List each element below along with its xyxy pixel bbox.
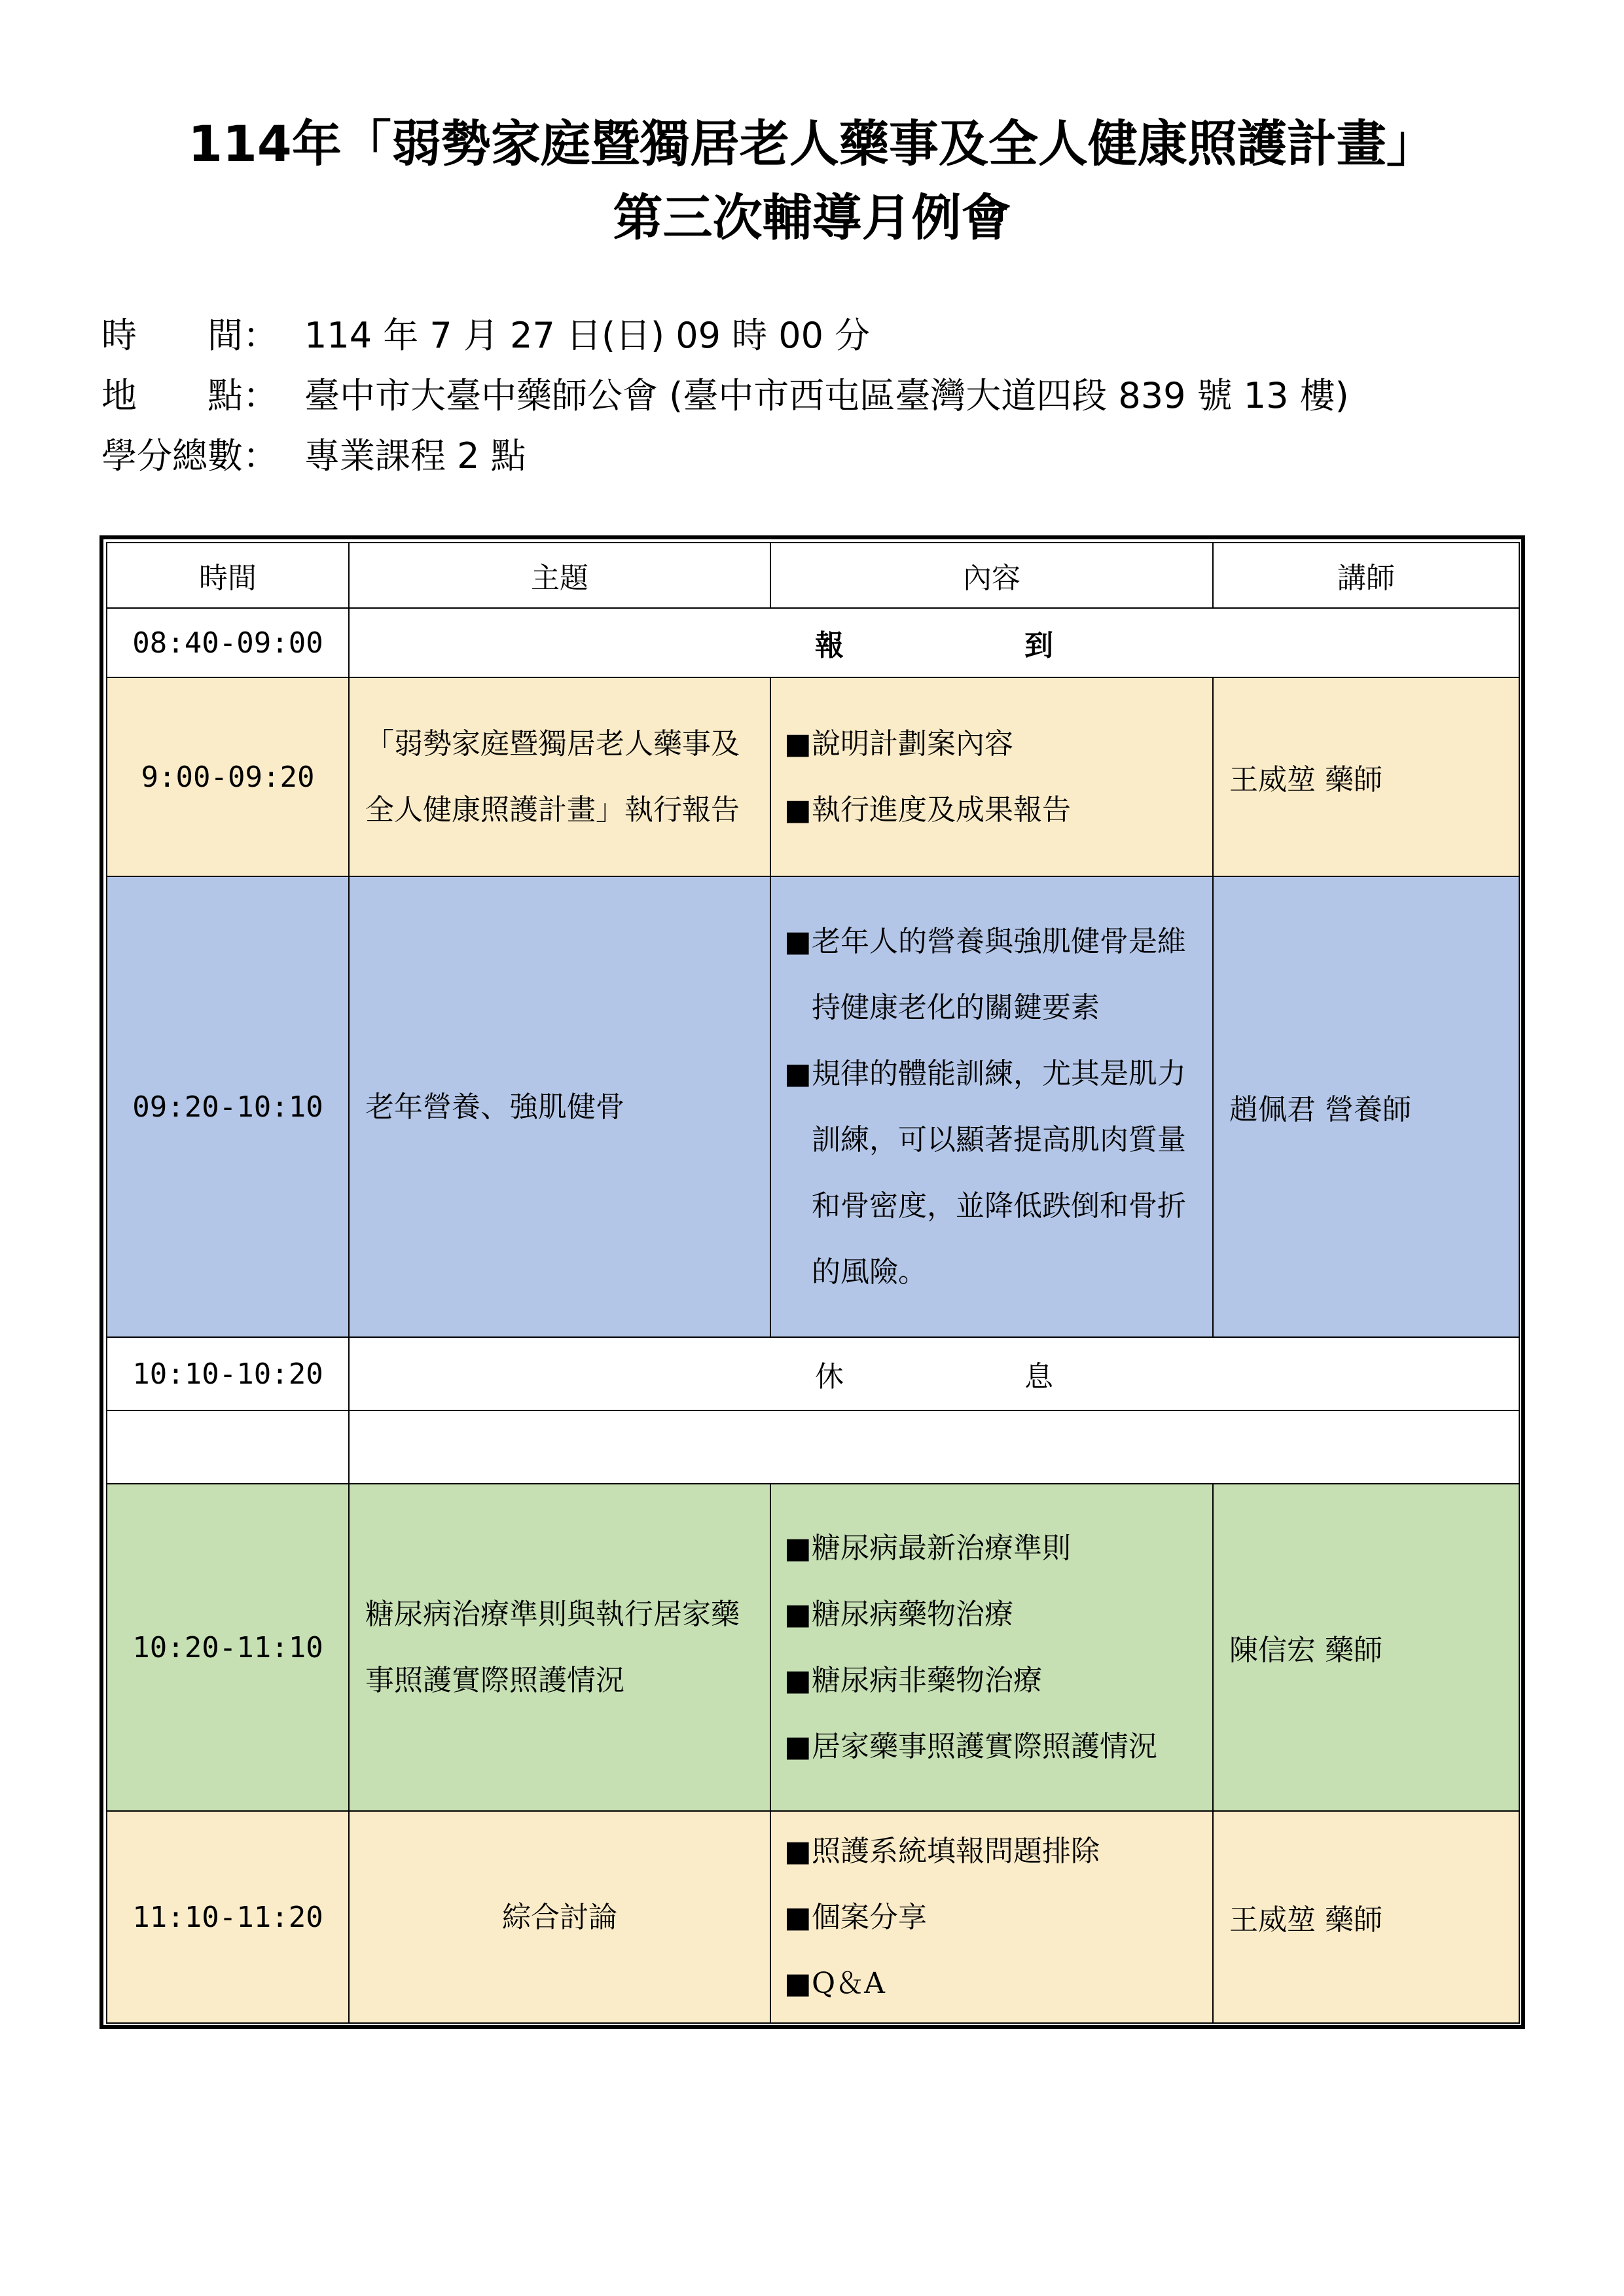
list-item: ■糖尿病藥物治療 — [784, 1581, 1197, 1647]
row-time: 08:40-09:00 — [107, 608, 349, 677]
row-speaker: 王威堃 藥師 — [1213, 677, 1519, 876]
bullet-icon: ■ — [784, 1057, 812, 1090]
empty-cell — [349, 1410, 1519, 1484]
row-topic: 「弱勢家庭暨獨居老人藥事及全人健康照護計畫」執行報告 — [349, 677, 770, 876]
list-item: ■說明計劃案內容 — [784, 711, 1197, 777]
empty-row — [107, 1410, 1519, 1484]
span-char-a: 休 — [815, 1360, 844, 1393]
time-value: 114 年 7 月 27 日(日) 09 時 00 分 — [304, 315, 871, 356]
row-topic: 糖尿病治療準則與執行居家藥事照護實際照護情況 — [349, 1484, 770, 1811]
row-content — [770, 1484, 1213, 1811]
row-content — [770, 1811, 1213, 2023]
header-row — [107, 543, 1519, 608]
bullet-icon: ■ — [784, 1532, 812, 1565]
row-content — [770, 876, 1213, 1337]
info-credit — [101, 433, 526, 479]
header-speaker: 講師 — [1213, 543, 1519, 608]
list-item: ■執行進度及成果報告 — [784, 777, 1197, 843]
span-char-b: 息 — [1024, 1360, 1053, 1393]
registration-cell — [349, 608, 1519, 677]
table-row — [107, 1337, 1519, 1410]
span-char-b: 到 — [1024, 629, 1053, 662]
row-time: 9:00-09:20 — [107, 677, 349, 876]
bullet-icon: ■ — [784, 793, 812, 827]
empty-cell — [107, 1410, 349, 1484]
list-item: ■糖尿病最新治療準則 — [784, 1515, 1197, 1581]
list-item: ■照護系統填報問題排除 — [784, 1818, 1197, 1884]
list-item: ■規律的體能訓練，尤其是肌力訓練，可以顯著提高肌肉質量和骨密度，並降低跌倒和骨折的風險。 — [784, 1041, 1197, 1305]
page-title: 114年「弱勢家庭暨獨居老人藥事及全人健康照護計畫」 — [188, 115, 1436, 173]
list-item: ■糖尿病非藥物治療 — [784, 1647, 1197, 1713]
credit-label: 學分總數： — [101, 435, 278, 476]
list-item: ■老年人的營養與強肌健骨是維持健康老化的關鍵要素 — [784, 908, 1197, 1041]
bullet-icon: ■ — [784, 1834, 812, 1868]
table-row — [107, 677, 1519, 876]
row-time: 09:20-10:10 — [107, 876, 349, 1337]
bullet-icon: ■ — [784, 1900, 812, 1934]
row-time: 10:10-10:20 — [107, 1337, 349, 1410]
row-time: 10:20-11:10 — [107, 1484, 349, 1811]
info-place — [101, 373, 1349, 419]
row-topic: 綜合討論 — [349, 1811, 770, 2023]
schedule-table — [106, 542, 1520, 2024]
table-row — [107, 1484, 1519, 1811]
list-item: ■居家藥事照護實際照護情況 — [784, 1713, 1197, 1780]
bullet-icon: ■ — [784, 727, 812, 761]
header-topic: 主題 — [349, 543, 770, 608]
bullet-icon: ■ — [784, 1730, 812, 1763]
row-content — [770, 677, 1213, 876]
time-label: 時 間： — [101, 315, 278, 356]
bullet-icon: ■ — [784, 1966, 812, 2000]
info-time — [101, 313, 870, 359]
place-label: 地 點： — [101, 375, 278, 416]
table-row — [107, 876, 1519, 1337]
table-row — [107, 1811, 1519, 2023]
page-subtitle: 第三次輔導月例會 — [613, 188, 1011, 247]
list-item: ■Q＆A — [784, 1950, 1197, 2017]
list-item: ■個案分享 — [784, 1884, 1197, 1950]
row-speaker: 王威堃 藥師 — [1213, 1811, 1519, 2023]
row-speaker: 陳信宏 藥師 — [1213, 1484, 1519, 1811]
credit-value: 專業課程 2 點 — [304, 435, 526, 476]
row-time: 11:10-11:20 — [107, 1811, 349, 2023]
row-speaker: 趙佩君 營養師 — [1213, 876, 1519, 1337]
break-cell — [349, 1337, 1519, 1410]
span-char-a: 報 — [815, 629, 844, 662]
header-time: 時間 — [107, 543, 349, 608]
table-row — [107, 608, 1519, 677]
header-content: 內容 — [770, 543, 1213, 608]
bullet-icon: ■ — [784, 925, 812, 958]
bullet-icon: ■ — [784, 1664, 812, 1697]
place-value: 臺中市大臺中藥師公會 (臺中市西屯區臺灣大道四段 839 號 13 樓) — [304, 375, 1349, 416]
bullet-icon: ■ — [784, 1598, 812, 1631]
row-topic: 老年營養、強肌健骨 — [349, 876, 770, 1337]
